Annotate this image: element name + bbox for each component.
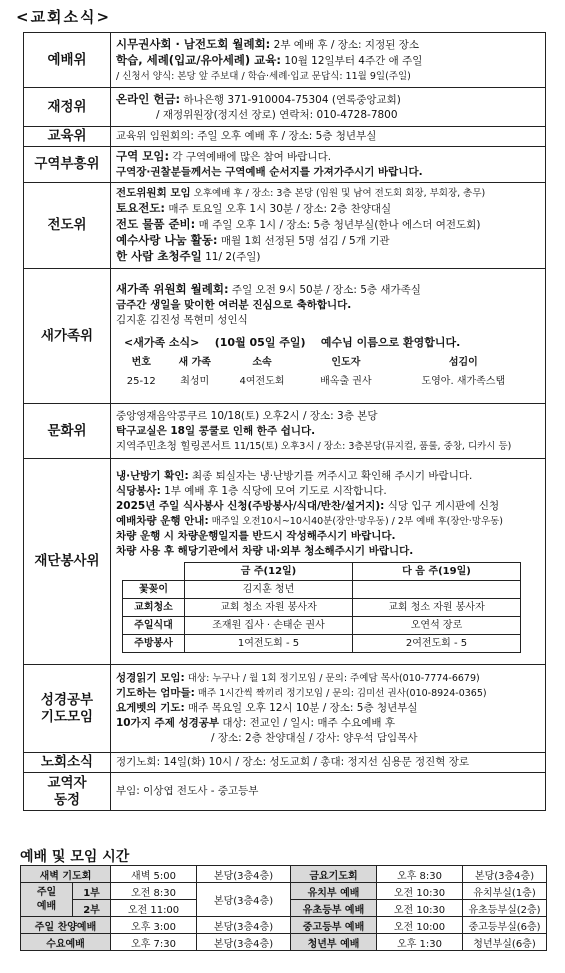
row-evangelism <box>24 183 546 269</box>
sched-sunday-label-1: 주일 <box>36 886 57 898</box>
bible-title-2: 기도하는 엄마들: <box>116 687 195 699</box>
table-row <box>21 883 547 900</box>
schedule-table <box>20 865 547 951</box>
row-worship <box>24 33 546 88</box>
sched-kinder-label: 유치부 예배 <box>291 883 377 900</box>
bible-text-4: 대상: 전교인 / 일시: 매주 수요예배 후 <box>219 717 396 729</box>
table-row <box>123 616 521 634</box>
worship-text-1: 2부 예배 후 / 장소: 지정된 장소 <box>270 38 419 51</box>
education-text-1: 주일 오후 예배 후 / 장소: 5층 청년부실 <box>193 130 377 142</box>
foundation-title-1: 냉·난방기 확인: <box>116 469 189 482</box>
foundation-title-2: 식당봉사: <box>116 484 161 497</box>
row-bible <box>24 665 546 753</box>
newfamily-title-1: 새가족 위원회 월례회: <box>116 281 229 296</box>
table-row <box>116 372 536 391</box>
bible-text-3: 매주 목요일 오후 12시 10분 / 장소: 5층 청년부실 <box>184 702 418 714</box>
worship-text-3: / 신청서 양식: 본당 앞 주보대 / 학습·세례·입교 문답식: 11월 9일(주일) <box>116 70 411 82</box>
content-staff <box>111 773 546 811</box>
newcomer-col-name: 새 가족 <box>178 356 211 368</box>
newcomer-number: 25-12 <box>126 375 156 387</box>
bible-text-1: 대상: 누구나 / 월 1회 정기모임 / 문의: 주예담 목사(010-7774-6679) <box>184 673 480 684</box>
label-culture: 문화위 <box>24 404 111 459</box>
service-flower-this: 김지훈 청년 <box>185 580 353 598</box>
culture-title-3: 지역주민초청 힐링콘서트 <box>116 439 231 452</box>
finance-text-2: / 재정위원장(정지선 장로) 연락처: 010-4728-7800 <box>156 108 398 121</box>
senior-text-1: 14일(화) 10시 / 장소: 성도교회 / 총대: 정지선 심용문 정진혁 장로 <box>160 756 470 768</box>
table-row <box>21 934 547 951</box>
finance-text-1: 하나은행 371-910004-75304 (연록중앙교회) <box>180 93 401 106</box>
sched-young-time: 오후 1:30 <box>377 934 463 951</box>
culture-text-1: 10/18(토) 오후2시 / 장소: 3층 본당 <box>207 409 378 422</box>
district-text-2: 구역장·권찰분들께서는 구역예배 순서지를 가져가주시기 바랍니다. <box>116 166 423 178</box>
evangelism-text-4: 매월 1회 선정된 5명 섬김 / 5개 기관 <box>217 235 390 247</box>
sched-praise-label: 주일 찬양예배 <box>21 917 111 934</box>
table-row <box>123 580 521 598</box>
sched-praise-place: 본당(3층4층) <box>197 917 291 934</box>
evangelism-title-2: 토요전도: <box>116 201 166 215</box>
culture-text-3: 11/15(토) 오후3시 / 장소: 3층본당(뮤지컬, 품룰, 중창, 디카시 등) <box>230 440 512 452</box>
newcomer-table <box>116 353 536 391</box>
bible-title-3: 요게벳의 기도: <box>116 702 185 714</box>
senior-title-1: 정기노회: <box>116 756 161 768</box>
label-senior: 노회소식 <box>24 753 111 773</box>
bible-title-1: 성경읽기 모임: <box>116 672 185 684</box>
newcomer-col-guide: 인도자 <box>331 356 361 368</box>
sched-sunday-label-2: 예배 <box>36 900 57 912</box>
label-district: 구역부흥위 <box>24 147 111 183</box>
table-row <box>21 866 547 883</box>
foundation-text-4: 매주일 오전10시~10시40분(장안·망우동) / 2부 예배 후(장안·망우동) <box>208 515 504 527</box>
label-foundation: 재단봉사위 <box>24 459 111 665</box>
newcomer-news-welcome: 예수님 이름으로 환영합니다. <box>320 335 461 349</box>
service-flower-label: 꽃꽂이 <box>123 580 185 598</box>
newcomer-news-date: (10월 05일 주일) <box>214 335 306 349</box>
content-bible <box>111 665 546 753</box>
row-district <box>24 147 546 183</box>
sched-dawn-place: 본당(3층4층) <box>197 866 291 883</box>
content-culture <box>111 404 546 459</box>
label-bible-1: 성경공부 <box>40 691 94 708</box>
sched-youthkids-label: 유초등부 예배 <box>291 900 377 917</box>
label-worship: 예배위 <box>24 33 111 88</box>
service-cleaning-next: 교회 청소 자원 봉사자 <box>353 598 521 616</box>
service-cleaning-this: 교회 청소 자원 봉사자 <box>185 598 353 616</box>
table-row <box>123 598 521 616</box>
sched-sun1-time: 오전 8:30 <box>111 883 197 900</box>
evangelism-text-1: 오후예배 후 / 장소: 3층 본당 (임원 및 남여 전도회 회장, 부회장, 총무) <box>190 188 486 199</box>
foundation-text-1: 최종 퇴실자는 냉·난방기를 꺼주시고 확인해 주시기 바랍니다. <box>188 469 473 482</box>
service-flower-next <box>353 580 521 598</box>
district-title-1: 구역 모임: <box>116 149 170 163</box>
worship-title-1: 시무권사회 · 남전도회 월례회: <box>116 36 271 51</box>
sched-young-label: 청년부 예배 <box>291 934 377 951</box>
service-grid-header <box>123 562 521 580</box>
newcomer-group: 4여전도회 <box>239 375 285 387</box>
sched-sun2-label: 2부 <box>73 900 111 917</box>
service-cleaning-label: 교회청소 <box>123 598 185 616</box>
evangelism-text-5: 11/ 2(주일) <box>201 251 261 263</box>
sched-dawn-label: 새벽 기도회 <box>21 866 111 883</box>
newcomer-col-group: 소속 <box>252 356 272 368</box>
service-meal-next: 오연석 장로 <box>353 616 521 634</box>
sched-dawn-time: 새벽 5:00 <box>111 866 197 883</box>
row-culture <box>24 404 546 459</box>
bible-text-2: 매주 1시간씩 짝끼리 정기모임 / 문의: 김미선 권사(010-8924-0365) <box>194 688 487 699</box>
evangelism-title-1: 전도위원회 모임 <box>116 187 191 199</box>
label-staff <box>24 773 111 811</box>
label-staff-2: 동정 <box>53 791 81 808</box>
worship-text-2: 10월 12일부터 4주간 애 주일 <box>281 54 423 67</box>
service-grid <box>122 562 521 653</box>
sched-wed-place: 본당(3층4층) <box>197 934 291 951</box>
newcomer-guide: 배옥출 권사 <box>320 375 372 387</box>
worship-title-2: 학습, 세례(입교/유아세례) 교육: <box>116 52 281 67</box>
sched-wed-label: 수요예배 <box>21 934 111 951</box>
service-kitchen-this: 1여전도회 - 5 <box>185 634 353 652</box>
newcomer-name: 최성미 <box>180 375 210 387</box>
foundation-text-2: 1부 예배 후 1층 식당에 모여 기도로 시작합니다. <box>160 484 387 497</box>
newcomer-news-header <box>124 335 541 350</box>
foundation-title-3: 2025년 주일 식사봉사 신청(주방봉사/식대/반찬/설거지): <box>116 499 385 512</box>
service-kitchen-label: 주방봉사 <box>123 634 185 652</box>
label-bible <box>24 665 111 753</box>
newcomer-header-row <box>116 353 536 372</box>
service-kitchen-next: 2여전도회 - 5 <box>353 634 521 652</box>
sched-fri-label: 금요기도회 <box>291 866 377 883</box>
row-newfamily <box>24 269 546 404</box>
row-education <box>24 127 546 147</box>
newcomer-col-servant: 섬김이 <box>448 356 478 368</box>
sched-young-place: 청년부실(6층) <box>463 934 547 951</box>
sched-praise-time: 오후 3:00 <box>111 917 197 934</box>
sched-sunday-label <box>21 883 73 917</box>
table-row <box>123 634 521 652</box>
row-staff <box>24 773 546 811</box>
service-meal-this: 조재원 집사 · 손태순 권사 <box>185 616 353 634</box>
sched-middle-label: 중고등부 예배 <box>291 917 377 934</box>
service-meal-label: 주일식대 <box>123 616 185 634</box>
label-finance: 재정위 <box>24 88 111 127</box>
sched-youthkids-place: 유초등부실(2층) <box>463 900 547 917</box>
sched-sun2-time: 오전 11:00 <box>111 900 197 917</box>
content-newfamily <box>111 269 546 404</box>
culture-text-2: 탁구교실은 18일 콩쿨로 인해 한주 쉽니다. <box>116 424 316 437</box>
label-bible-2: 기도모임 <box>40 708 94 725</box>
sched-fri-place: 본당(3층4층) <box>463 866 547 883</box>
sched-kinder-time: 오전 10:30 <box>377 883 463 900</box>
label-education: 교육위 <box>24 127 111 147</box>
row-finance <box>24 88 546 127</box>
content-senior <box>111 753 546 773</box>
church-news-table <box>23 32 546 811</box>
content-district <box>111 147 546 183</box>
sched-fri-time: 오후 8:30 <box>377 866 463 883</box>
newcomer-news-title: <새가족 소식> <box>124 335 200 349</box>
culture-title-1: 중앙영재음악콩쿠르 <box>116 409 208 422</box>
newfamily-text-2: 금주간 생일을 맞이한 여러분 진심으로 축하합니다. <box>116 298 352 311</box>
newfamily-text-3: 김지훈 김진성 목현미 성인식 <box>116 313 248 326</box>
content-worship <box>111 33 546 88</box>
bible-text-5: / 장소: 2층 찬양대실 / 강사: 양우석 담임목사 <box>211 732 418 744</box>
foundation-text-5: 차량 운행 시 차량운행일지를 반드시 작성해주시기 바랍니다. <box>116 529 396 542</box>
sched-middle-place: 중고등부실(6층) <box>463 917 547 934</box>
foundation-text-3: 식당 입구 게시판에 신청 <box>384 499 500 512</box>
bible-title-4: 10가지 주제 성경공부 <box>116 717 220 729</box>
content-finance <box>111 88 546 127</box>
district-text-1: 각 구역예배에 많은 참여 바랍니다. <box>169 151 332 163</box>
evangelism-text-3: 매 주일 오후 1시 / 장소: 5층 청년부실(한나 에스더 여전도회) <box>195 219 481 231</box>
finance-title-1: 온라인 헌금: <box>116 91 181 106</box>
newcomer-servant: 도영아. 새가족스탭 <box>421 375 506 387</box>
foundation-title-4: 예배차량 운행 안내: <box>116 514 209 527</box>
sched-sun1-label: 1부 <box>73 883 111 900</box>
evangelism-text-2: 매주 토요일 오후 1시 30분 / 장소: 2층 찬양대실 <box>165 203 392 215</box>
newcomer-col-number: 번호 <box>131 356 151 368</box>
content-education <box>111 127 546 147</box>
staff-text-1: 부임: 이상엽 전도사 - 중고등부 <box>116 785 259 797</box>
service-next-week: 다 음 주(19일) <box>353 562 521 580</box>
sched-sun-place: 본당(3층4층) <box>197 883 291 917</box>
newfamily-text-1: 주일 오전 9시 50분 / 장소: 5층 새가족실 <box>228 283 421 296</box>
label-staff-1: 교역자 <box>47 774 87 791</box>
page-title: <교회소식> <box>16 8 112 26</box>
sched-kinder-place: 유치부실(1층) <box>463 883 547 900</box>
table-row <box>21 917 547 934</box>
evangelism-title-5: 한 사람 초청주일 <box>116 249 202 263</box>
evangelism-title-3: 전도 물품 준비: <box>116 217 196 231</box>
content-foundation <box>111 459 546 665</box>
sched-middle-time: 오전 10:00 <box>377 917 463 934</box>
content-evangelism <box>111 183 546 269</box>
label-newfamily: 새가족위 <box>24 269 111 404</box>
row-foundation <box>24 459 546 665</box>
education-title-1: 교육위 임원회의: <box>116 130 194 142</box>
label-evangelism: 전도위 <box>24 183 111 269</box>
schedule-title: 예배 및 모임 시간 <box>20 849 130 865</box>
service-this-week: 금 주(12일) <box>185 562 353 580</box>
sched-wed-time: 오후 7:30 <box>111 934 197 951</box>
foundation-text-6: 차량 사용 후 해당기관에서 차량 내·외부 청소해주시기 바랍니다. <box>116 544 414 557</box>
row-senior <box>24 753 546 773</box>
evangelism-title-4: 예수사랑 나눔 활동: <box>116 233 218 247</box>
sched-youthkids-time: 오전 10:30 <box>377 900 463 917</box>
